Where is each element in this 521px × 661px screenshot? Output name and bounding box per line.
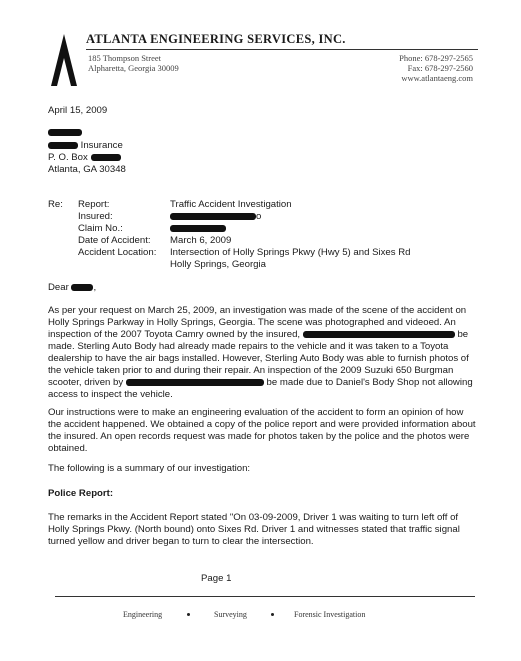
recipient-city: Atlanta, GA 30348 <box>48 164 126 175</box>
recipient-company-suffix: Insurance <box>80 140 123 151</box>
re-value-date: March 6, 2009 <box>170 235 232 246</box>
redaction-bar <box>91 154 121 161</box>
footer-engineering: Engineering <box>123 610 163 619</box>
company-address-line2: Alpharetta, Georgia 30009 <box>88 63 179 73</box>
salutation-comma: , <box>93 282 97 293</box>
re-value-claim <box>170 223 226 234</box>
re-label-report: Report: <box>78 199 110 210</box>
re-label: Re: <box>48 199 63 210</box>
redaction-bar <box>48 142 78 149</box>
re-value-location: Intersection of Holly Springs Pkwy (Hwy 5) and Sixes Rd <box>170 247 411 258</box>
redaction-bar <box>71 284 93 291</box>
letter-date: April 15, 2009 <box>48 105 108 116</box>
recipient-name <box>48 127 82 138</box>
company-fax: Fax: 678-297-2560 <box>407 63 473 73</box>
re-label-insured: Insured: <box>78 211 113 222</box>
footer-surveying: Surveying <box>214 610 247 619</box>
redaction-bar <box>170 213 256 220</box>
company-website: www.atlantaeng.com <box>401 73 473 83</box>
re-label-date: Date of Accident: <box>78 235 151 246</box>
footer-separator-dot <box>187 613 190 616</box>
redaction-bar <box>48 129 82 136</box>
company-address-line1: 185 Thompson Street <box>88 53 162 63</box>
redaction-bar <box>126 379 264 386</box>
redaction-bar <box>170 225 226 232</box>
po-box-label: P. O. Box <box>48 152 88 163</box>
insured-suffix: o <box>256 211 262 222</box>
salutation-word: Dear <box>48 282 69 293</box>
re-label-location: Accident Location: <box>78 247 157 258</box>
body-paragraph-2: Our instructions were to make an engineering evaluation of the accident to form an opinion of how the accident happened. We obtained a copy of the police report and were provided information about the insured. An open records request was made for photos taken by the police and the photos were obtained. <box>48 407 476 454</box>
body-paragraph-1 <box>48 305 478 401</box>
salutation <box>48 282 96 293</box>
paragraph-1-part-1: As per your request on March 25, 2009, an investigation was made of the scene of the accident on Holly Springs Parkway in Holly Springs, Georgia. The scene was photographed and videoed. An inspection of the 2007 Toyota Camry owned by the insured, <box>48 305 467 340</box>
recipient-po-box <box>48 152 121 163</box>
company-phone: Phone: 678-297-2565 <box>399 53 473 63</box>
re-label-claim: Claim No.: <box>78 223 123 234</box>
footer-rule <box>55 596 475 597</box>
letterhead-rule <box>86 49 478 50</box>
paragraph-1-part-3: be made due to Daniel's Body Shop not allowing access to inspect the vehicle. <box>48 377 473 400</box>
paragraph-1-part-2: be made. Sterling Auto Body had already made repairs to the vehicle and it was taken to a Toyota dealership to have the air bags installed. However, Sterling Auto Body was able to furnish photos of the vehicle taken prior to and during their repair. An inspection of the 2009 Suzuki 650 Burgman scooter, driven by <box>48 329 469 388</box>
page-number: Page 1 <box>201 573 232 584</box>
body-paragraph-3: The following is a summary of our investigation: <box>48 463 251 474</box>
company-name: ATLANTA ENGINEERING SERVICES, INC. <box>86 32 346 46</box>
section-heading: Police Report: <box>48 488 114 499</box>
company-logo <box>50 32 78 88</box>
re-value-insured <box>170 211 261 222</box>
re-value-report: Traffic Accident Investigation <box>170 199 292 210</box>
re-value-location-line2: Holly Springs, Georgia <box>170 259 266 270</box>
body-paragraph-4: The remarks in the Accident Report stated "On 03-09-2009, Driver 1 was waiting to turn left off of Holly Springs Pkwy. (North bound) onto Sixes Rd. Driver 1 and witnesses stated that traffic signal turned yellow and driver began to turn to clear the intersection. <box>48 512 460 547</box>
redaction-bar <box>303 331 455 338</box>
recipient-company <box>48 140 123 151</box>
footer-forensic: Forensic Investigation <box>294 610 366 619</box>
footer-separator-dot <box>271 613 274 616</box>
